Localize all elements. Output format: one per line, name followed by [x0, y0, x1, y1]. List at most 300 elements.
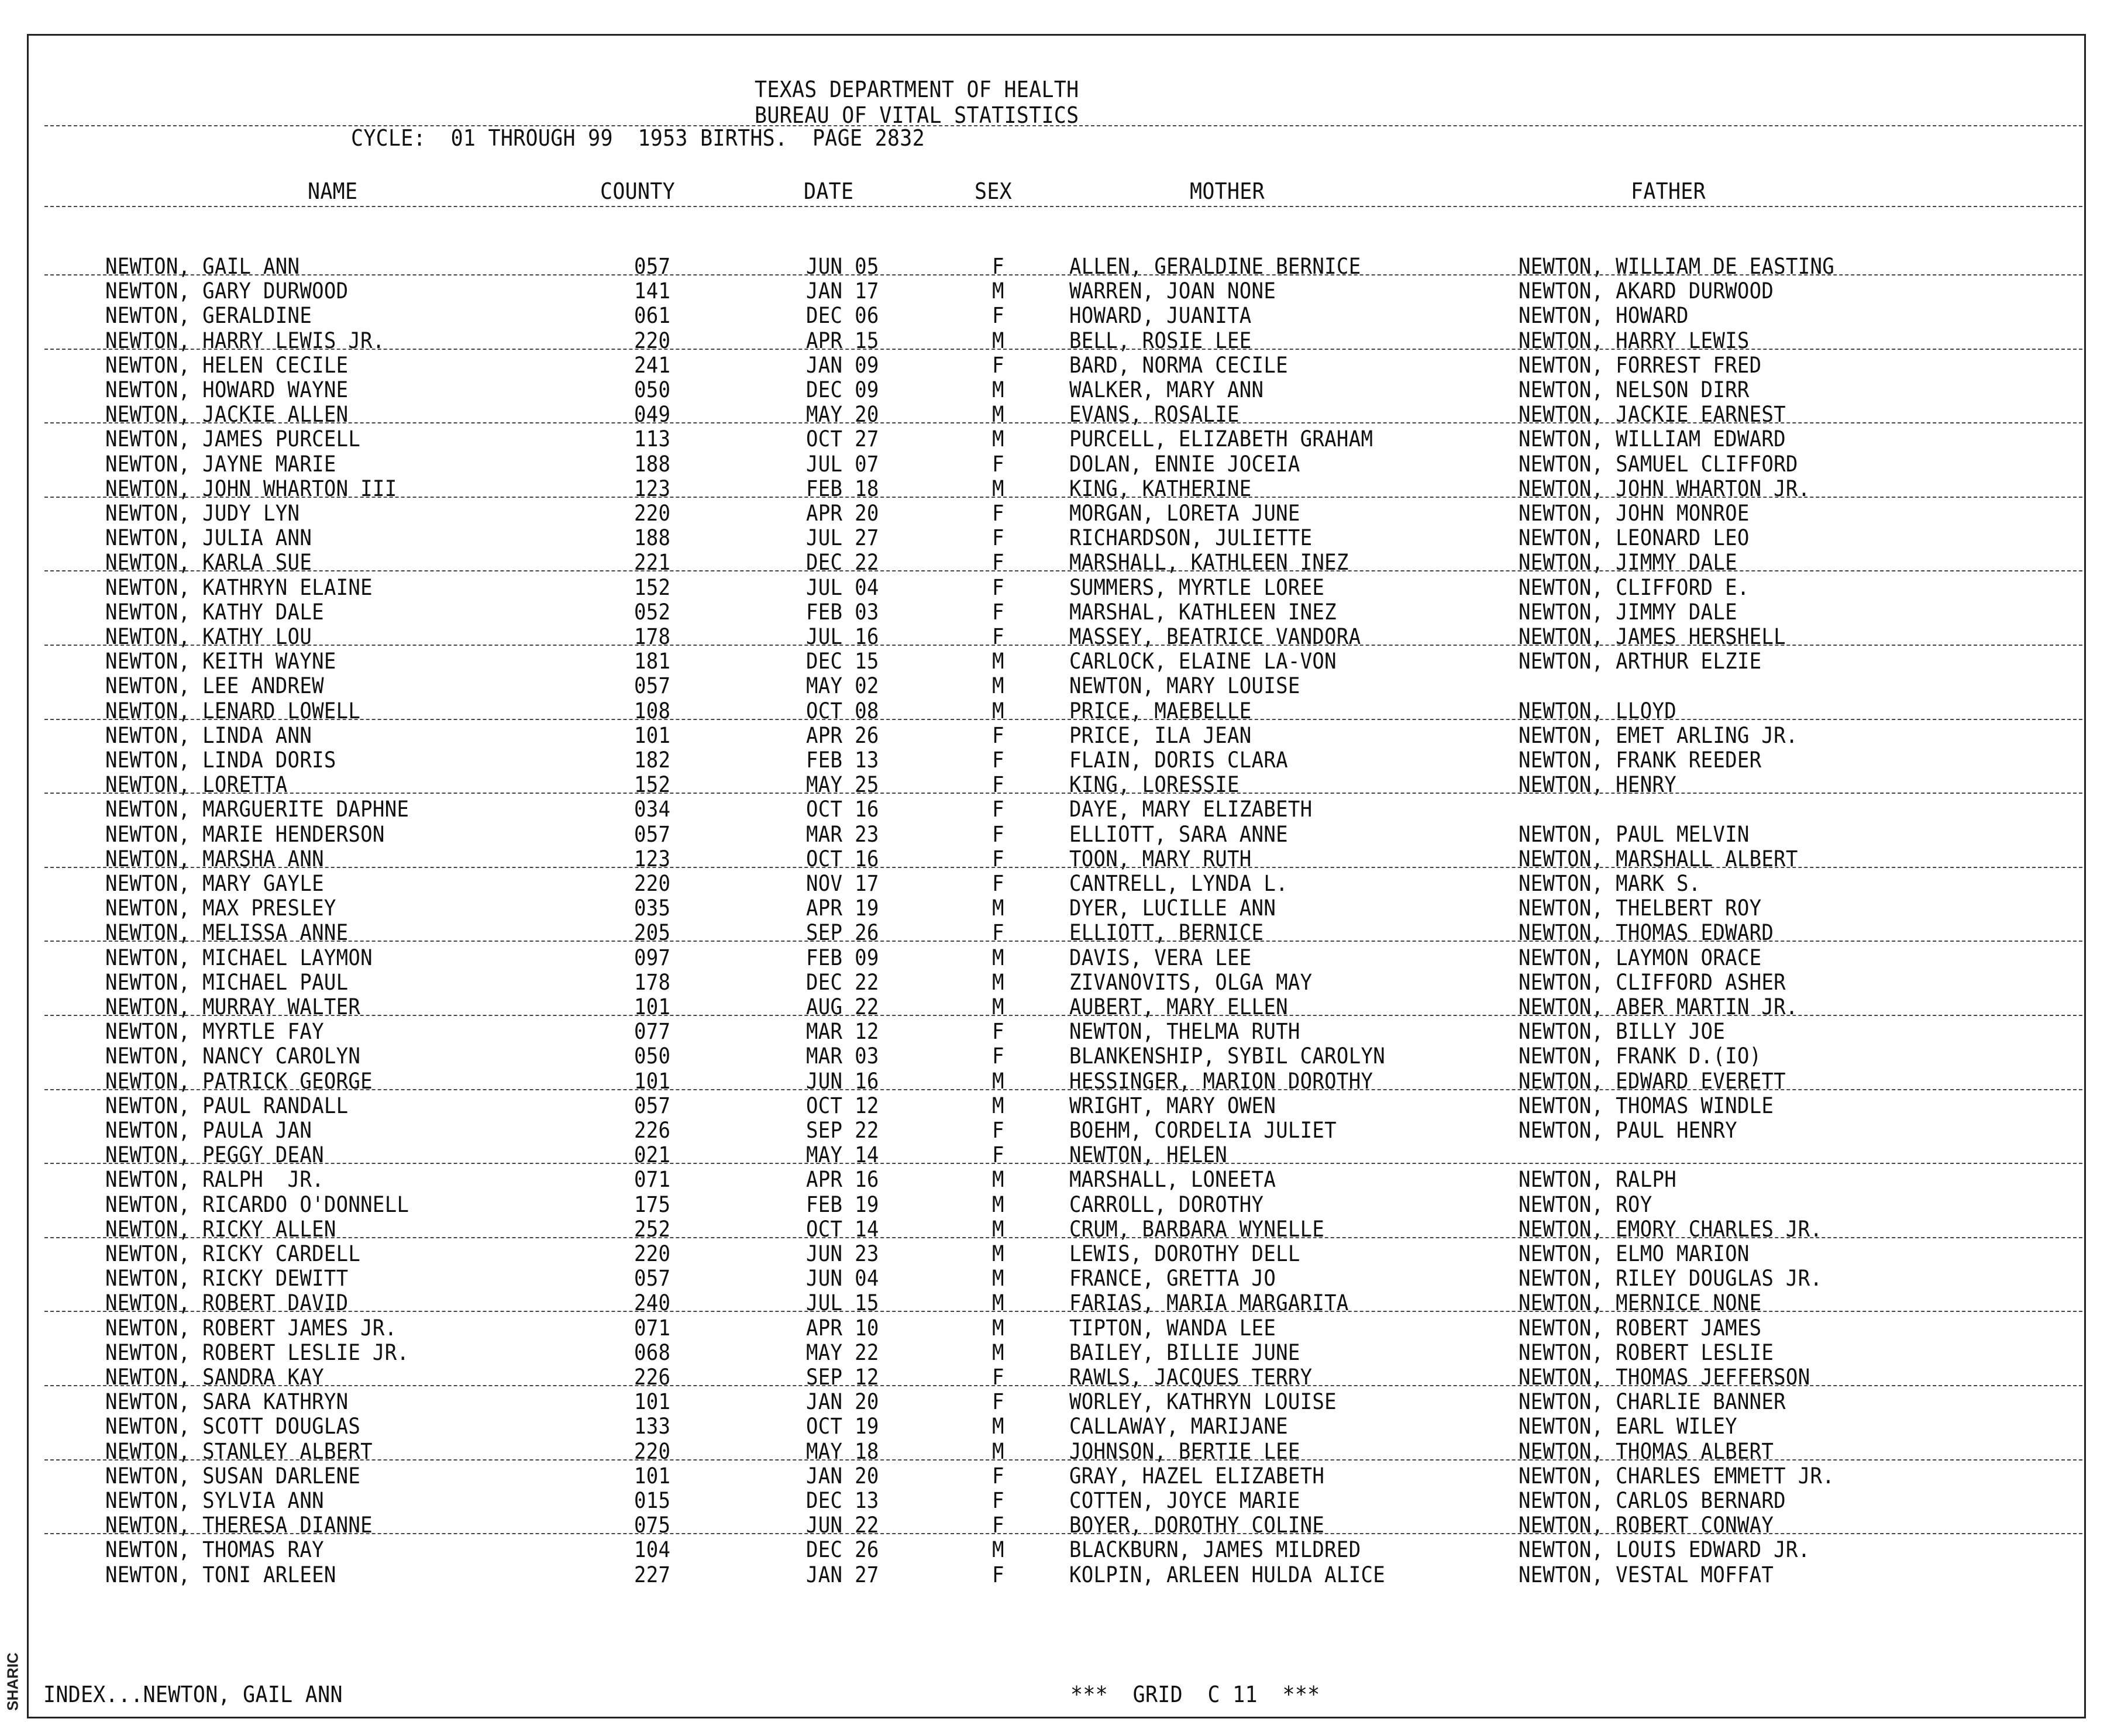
record-date: OCT 16	[806, 797, 879, 822]
record-sex: M	[992, 328, 1004, 353]
record-name: NEWTON, KATHRYN ELAINE	[105, 574, 373, 600]
record-mother: RICHARDSON, JULIETTE	[1069, 525, 1313, 551]
record-county: 057	[634, 821, 671, 847]
record-father: NEWTON, LAYMON ORACE	[1519, 945, 1762, 970]
record-sex: F	[992, 1365, 1004, 1390]
record-father: NEWTON, EDWARD EVERETT	[1519, 1068, 1786, 1094]
record-name: NEWTON, HELEN CECILE	[105, 352, 349, 378]
record-father: NEWTON, HARRY LEWIS	[1519, 328, 1750, 353]
record-mother: AUBERT, MARY ELLEN	[1069, 994, 1288, 1019]
record-sex: M	[992, 895, 1004, 921]
record-sex: M	[992, 1241, 1004, 1266]
record-sex: F	[992, 1463, 1004, 1489]
header-divider	[44, 125, 2082, 126]
record-father: NEWTON, FRANK D.(IO)	[1519, 1043, 1762, 1069]
record-name: NEWTON, LEE ANDREW	[105, 673, 324, 699]
record-date: JAN 17	[806, 278, 879, 304]
record-name: NEWTON, RALPH JR.	[105, 1167, 324, 1193]
record-date: OCT 14	[806, 1216, 879, 1242]
column-header-sex: SEX	[975, 178, 1012, 204]
record-sex: F	[992, 722, 1004, 748]
record-sex: F	[992, 501, 1004, 526]
record-mother: WRIGHT, MARY OWEN	[1069, 1093, 1276, 1118]
record-sex: F	[992, 797, 1004, 822]
record-sex: F	[992, 821, 1004, 847]
record-father: NEWTON, RILEY DOUGLAS JR.	[1519, 1266, 1823, 1291]
record-mother: TIPTON, WANDA LEE	[1069, 1315, 1276, 1341]
record-county: 101	[634, 1068, 671, 1094]
column-header-county: COUNTY	[600, 178, 675, 204]
record-name: NEWTON, MICHAEL PAUL	[105, 969, 349, 995]
record-mother: CANTRELL, LYNDA L.	[1069, 871, 1288, 896]
record-father: NEWTON, AKARD DURWOOD	[1519, 278, 1774, 304]
record-county: 077	[634, 1019, 671, 1045]
record-name: NEWTON, STANLEY ALBERT	[105, 1438, 373, 1464]
record-county: 097	[634, 945, 671, 970]
record-mother: WARREN, JOAN NONE	[1069, 278, 1276, 304]
record-sex: F	[992, 846, 1004, 872]
record-date: JUL 04	[806, 574, 879, 600]
record-name: NEWTON, PEGGY DEAN	[105, 1142, 324, 1168]
record-date: MAR 23	[806, 821, 879, 847]
record-county: 227	[634, 1562, 671, 1587]
record-county: 221	[634, 550, 671, 576]
record-sex: F	[992, 1043, 1004, 1069]
record-date: SEP 22	[806, 1118, 879, 1143]
record-county: 226	[634, 1118, 671, 1143]
record-name: NEWTON, MURRAY WALTER	[105, 994, 361, 1019]
record-sex: F	[992, 1142, 1004, 1168]
record-mother: CRUM, BARBARA WYNELLE	[1069, 1216, 1325, 1242]
record-name: NEWTON, SANDRA KAY	[105, 1365, 324, 1390]
record-sex: M	[992, 649, 1004, 674]
record-father: NEWTON, JAMES HERSHELL	[1519, 624, 1786, 649]
record-mother: DYER, LUCILLE ANN	[1069, 895, 1276, 921]
row-divider	[44, 867, 2082, 868]
record-date: OCT 27	[806, 426, 879, 452]
record-name: NEWTON, JUDY LYN	[105, 501, 300, 526]
record-date: NOV 17	[806, 871, 879, 896]
record-county: 220	[634, 328, 671, 353]
record-father: NEWTON, PAUL MELVIN	[1519, 821, 1750, 847]
record-mother: CALLAWAY, MARIJANE	[1069, 1414, 1288, 1439]
record-mother: NEWTON, MARY LOUISE	[1069, 673, 1300, 699]
record-county: 152	[634, 574, 671, 600]
record-county: 052	[634, 599, 671, 625]
record-mother: SUMMERS, MYRTLE LOREE	[1069, 574, 1325, 600]
record-county: 252	[634, 1216, 671, 1242]
record-father: NEWTON, ARTHUR ELZIE	[1519, 649, 1762, 674]
record-date: MAY 25	[806, 772, 879, 798]
record-date: APR 10	[806, 1315, 879, 1341]
column-header-divider	[44, 206, 2082, 207]
record-county: 050	[634, 1043, 671, 1069]
record-date: FEB 09	[806, 945, 879, 970]
record-father: NEWTON, WILLIAM DE EASTING	[1519, 254, 1835, 279]
record-sex: M	[992, 673, 1004, 699]
record-mother: EVANS, ROSALIE	[1069, 402, 1240, 428]
record-mother: FRANCE, GRETTA JO	[1069, 1266, 1276, 1291]
record-mother: HOWARD, JUANITA	[1069, 303, 1252, 329]
record-county: 226	[634, 1365, 671, 1390]
row-divider	[44, 497, 2082, 498]
record-father: NEWTON, JACKIE EARNEST	[1519, 402, 1786, 428]
record-mother: BOEHM, CORDELIA JULIET	[1069, 1118, 1337, 1143]
record-sex: M	[992, 1339, 1004, 1365]
record-father: NEWTON, BILLY JOE	[1519, 1019, 1726, 1045]
record-sex: F	[992, 303, 1004, 329]
row-divider	[44, 349, 2082, 350]
record-date: JUN 05	[806, 254, 879, 279]
record-mother: NEWTON, HELEN	[1069, 1142, 1228, 1168]
record-father: NEWTON, HENRY	[1519, 772, 1677, 798]
record-father: NEWTON, WILLIAM EDWARD	[1519, 426, 1786, 452]
record-sex: F	[992, 1488, 1004, 1513]
record-sex: M	[992, 1167, 1004, 1193]
record-date: JUN 04	[806, 1266, 879, 1291]
record-name: NEWTON, MAX PRESLEY	[105, 895, 336, 921]
record-name: NEWTON, MICHAEL LAYMON	[105, 945, 373, 970]
record-mother: KING, KATHERINE	[1069, 476, 1252, 501]
record-county: 220	[634, 871, 671, 896]
side-stamp-text: SHARIC	[4, 1652, 22, 1711]
record-name: NEWTON, MARIE HENDERSON	[105, 821, 385, 847]
record-mother: MARSHALL, LONEETA	[1069, 1167, 1276, 1193]
record-date: DEC 13	[806, 1488, 879, 1513]
record-name: NEWTON, MARY GAYLE	[105, 871, 324, 896]
record-father: NEWTON, ROBERT LESLIE	[1519, 1339, 1774, 1365]
record-father: NEWTON, JIMMY DALE	[1519, 550, 1737, 576]
record-date: APR 19	[806, 895, 879, 921]
record-sex: F	[992, 550, 1004, 576]
record-county: 175	[634, 1191, 671, 1217]
record-father: NEWTON, PAUL HENRY	[1519, 1118, 1737, 1143]
record-date: DEC 26	[806, 1537, 879, 1563]
record-mother: PURCELL, ELIZABETH GRAHAM	[1069, 426, 1373, 452]
row-divider	[44, 793, 2082, 794]
record-name: NEWTON, LINDA ANN	[105, 722, 312, 748]
record-county: 057	[634, 673, 671, 699]
record-date: FEB 18	[806, 476, 879, 501]
footer-grid: *** GRID C 11 ***	[1070, 1682, 1320, 1707]
row-divider	[44, 1533, 2082, 1534]
record-mother: DOLAN, ENNIE JOCEIA	[1069, 451, 1300, 477]
header-department: TEXAS DEPARTMENT OF HEALTH	[755, 77, 1079, 102]
record-name: NEWTON, MARGUERITE DAPHNE	[105, 797, 409, 822]
record-name: NEWTON, GAIL ANN	[105, 254, 300, 279]
record-name: NEWTON, NANCY CAROLYN	[105, 1043, 361, 1069]
record-father: NEWTON, HOWARD	[1519, 303, 1689, 329]
record-name: NEWTON, KATHY DALE	[105, 599, 324, 625]
record-sex: M	[992, 377, 1004, 402]
record-mother: NEWTON, THELMA RUTH	[1069, 1019, 1300, 1045]
record-name: NEWTON, ROBERT JAMES JR.	[105, 1315, 397, 1341]
record-father: NEWTON, THOMAS EDWARD	[1519, 920, 1774, 946]
record-name: NEWTON, JULIA ANN	[105, 525, 312, 551]
record-father: NEWTON, CHARLES EMMETT JR.	[1519, 1463, 1835, 1489]
record-county: 035	[634, 895, 671, 921]
record-mother: LEWIS, DOROTHY DELL	[1069, 1241, 1300, 1266]
record-mother: MARSHAL, KATHLEEN INEZ	[1069, 599, 1337, 625]
record-county: 220	[634, 501, 671, 526]
record-date: SEP 26	[806, 920, 879, 946]
record-county: 104	[634, 1537, 671, 1563]
record-name: NEWTON, MELISSA ANNE	[105, 920, 349, 946]
record-date: JAN 20	[806, 1389, 879, 1415]
record-sex: M	[992, 945, 1004, 970]
record-father: NEWTON, ROBERT CONWAY	[1519, 1513, 1774, 1538]
record-date: DEC 22	[806, 550, 879, 576]
record-sex: M	[992, 402, 1004, 428]
record-father: NEWTON, MERNICE NONE	[1519, 1290, 1762, 1316]
record-name: NEWTON, THERESA DIANNE	[105, 1513, 373, 1538]
record-sex: M	[992, 1266, 1004, 1291]
record-name: NEWTON, GERALDINE	[105, 303, 312, 329]
record-date: JUL 27	[806, 525, 879, 551]
column-header-father: FATHER	[1631, 178, 1706, 204]
record-date: MAY 22	[806, 1339, 879, 1365]
record-sex: F	[992, 1562, 1004, 1587]
record-county: 178	[634, 969, 671, 995]
record-date: APR 16	[806, 1167, 879, 1193]
row-divider	[44, 645, 2082, 646]
record-sex: M	[992, 1068, 1004, 1094]
record-date: FEB 13	[806, 748, 879, 773]
record-father: NEWTON, ROBERT JAMES	[1519, 1315, 1762, 1341]
record-father: NEWTON, SAMUEL CLIFFORD	[1519, 451, 1798, 477]
record-name: NEWTON, MARSHA ANN	[105, 846, 324, 872]
record-name: NEWTON, PAULA JAN	[105, 1118, 312, 1143]
record-name: NEWTON, KATHY LOU	[105, 624, 312, 649]
record-sex: M	[992, 1191, 1004, 1217]
record-date: MAY 02	[806, 673, 879, 699]
record-name: NEWTON, LORETTA	[105, 772, 288, 798]
record-sex: M	[992, 476, 1004, 501]
record-father: NEWTON, ABER MARTIN JR.	[1519, 994, 1798, 1019]
record-father: NEWTON, CLIFFORD ASHER	[1519, 969, 1786, 995]
row-divider	[44, 1015, 2082, 1016]
record-name: NEWTON, TONI ARLEEN	[105, 1562, 336, 1587]
record-name: NEWTON, PATRICK GEORGE	[105, 1068, 373, 1094]
record-date: JAN 27	[806, 1562, 879, 1587]
record-name: NEWTON, THOMAS RAY	[105, 1537, 324, 1563]
record-county: 071	[634, 1315, 671, 1341]
record-date: APR 20	[806, 501, 879, 526]
record-father: NEWTON, LOUIS EDWARD JR.	[1519, 1537, 1810, 1563]
row-divider	[44, 1311, 2082, 1312]
record-county: 108	[634, 698, 671, 724]
record-sex: M	[992, 426, 1004, 452]
row-divider	[44, 570, 2082, 571]
record-name: NEWTON, SUSAN DARLENE	[105, 1463, 361, 1489]
record-sex: F	[992, 1513, 1004, 1538]
record-date: JUL 15	[806, 1290, 879, 1316]
record-father: NEWTON, MARSHALL ALBERT	[1519, 846, 1798, 872]
record-mother: MARSHALL, KATHLEEN INEZ	[1069, 550, 1349, 576]
record-county: 057	[634, 254, 671, 279]
record-date: APR 15	[806, 328, 879, 353]
record-date: AUG 22	[806, 994, 879, 1019]
record-date: JUL 16	[806, 624, 879, 649]
record-county: 152	[634, 772, 671, 798]
record-sex: F	[992, 451, 1004, 477]
record-county: 240	[634, 1290, 671, 1316]
record-county: 205	[634, 920, 671, 946]
record-date: DEC 22	[806, 969, 879, 995]
header-bureau: BUREAU OF VITAL STATISTICS	[755, 102, 1079, 128]
record-name: NEWTON, HOWARD WAYNE	[105, 377, 349, 402]
record-county: 050	[634, 377, 671, 402]
record-sex: F	[992, 624, 1004, 649]
record-mother: MORGAN, LORETA JUNE	[1069, 501, 1300, 526]
record-sex: M	[992, 1315, 1004, 1341]
record-name: NEWTON, RICKY ALLEN	[105, 1216, 336, 1242]
record-sex: F	[992, 574, 1004, 600]
record-sex: F	[992, 772, 1004, 798]
record-father: NEWTON, EMET ARLING JR.	[1519, 722, 1798, 748]
record-father: NEWTON, CHARLIE BANNER	[1519, 1389, 1786, 1415]
record-mother: COTTEN, JOYCE MARIE	[1069, 1488, 1300, 1513]
record-county: 101	[634, 722, 671, 748]
record-mother: BELL, ROSIE LEE	[1069, 328, 1252, 353]
record-mother: TOON, MARY RUTH	[1069, 846, 1252, 872]
record-county: 057	[634, 1266, 671, 1291]
record-mother: WORLEY, KATHRYN LOUISE	[1069, 1389, 1337, 1415]
record-father: NEWTON, FORREST FRED	[1519, 352, 1762, 378]
record-date: MAY 14	[806, 1142, 879, 1168]
record-date: MAR 12	[806, 1019, 879, 1045]
record-mother: ALLEN, GERALDINE BERNICE	[1069, 254, 1361, 279]
record-father: NEWTON, LLOYD	[1519, 698, 1677, 724]
record-mother: BLANKENSHIP, SYBIL CAROLYN	[1069, 1043, 1386, 1069]
record-county: 188	[634, 451, 671, 477]
record-name: NEWTON, JAYNE MARIE	[105, 451, 336, 477]
record-name: NEWTON, PAUL RANDALL	[105, 1093, 349, 1118]
record-sex: M	[992, 1093, 1004, 1118]
record-date: MAY 20	[806, 402, 879, 428]
record-date: OCT 19	[806, 1414, 879, 1439]
record-county: 068	[634, 1339, 671, 1365]
record-county: 220	[634, 1438, 671, 1464]
record-mother: PRICE, ILA JEAN	[1069, 722, 1252, 748]
record-county: 182	[634, 748, 671, 773]
record-county: 178	[634, 624, 671, 649]
record-sex: M	[992, 969, 1004, 995]
row-divider	[44, 274, 2082, 275]
record-mother: ELLIOTT, BERNICE	[1069, 920, 1264, 946]
record-county: 021	[634, 1142, 671, 1168]
record-date: DEC 09	[806, 377, 879, 402]
record-name: NEWTON, RICARDO O'DONNELL	[105, 1191, 409, 1217]
record-father: NEWTON, THOMAS JEFFERSON	[1519, 1365, 1810, 1390]
record-county: 123	[634, 846, 671, 872]
record-county: 188	[634, 525, 671, 551]
record-date: FEB 19	[806, 1191, 879, 1217]
record-father: NEWTON, JOHN MONROE	[1519, 501, 1750, 526]
record-sex: F	[992, 1019, 1004, 1045]
record-mother: GRAY, HAZEL ELIZABETH	[1069, 1463, 1325, 1489]
record-father: NEWTON, RALPH	[1519, 1167, 1677, 1193]
record-name: NEWTON, SYLVIA ANN	[105, 1488, 324, 1513]
record-name: NEWTON, ROBERT LESLIE JR.	[105, 1339, 409, 1365]
record-mother: ZIVANOVITS, OLGA MAY	[1069, 969, 1313, 995]
record-date: FEB 03	[806, 599, 879, 625]
record-name: NEWTON, RICKY CARDELL	[105, 1241, 361, 1266]
record-sex: F	[992, 1389, 1004, 1415]
record-sex: F	[992, 352, 1004, 378]
record-date: MAR 03	[806, 1043, 879, 1069]
record-father: NEWTON, FRANK REEDER	[1519, 748, 1762, 773]
record-sex: F	[992, 1118, 1004, 1143]
row-divider	[44, 422, 2082, 423]
record-name: NEWTON, KARLA SUE	[105, 550, 312, 576]
record-mother: BOYER, DOROTHY COLINE	[1069, 1513, 1325, 1538]
record-mother: DAYE, MARY ELIZABETH	[1069, 797, 1313, 822]
record-sex: M	[992, 698, 1004, 724]
record-mother: DAVIS, VERA LEE	[1069, 945, 1252, 970]
record-date: JUL 07	[806, 451, 879, 477]
record-date: APR 26	[806, 722, 879, 748]
record-county: 101	[634, 1463, 671, 1489]
record-county: 049	[634, 402, 671, 428]
record-date: JUN 23	[806, 1241, 879, 1266]
record-mother: FARIAS, MARIA MARGARITA	[1069, 1290, 1349, 1316]
record-sex: M	[992, 278, 1004, 304]
record-mother: KING, LORESSIE	[1069, 772, 1240, 798]
record-date: DEC 15	[806, 649, 879, 674]
column-header-date: DATE	[804, 178, 854, 204]
row-divider	[44, 1385, 2082, 1386]
record-mother: MASSEY, BEATRICE VANDORA	[1069, 624, 1361, 649]
record-county: 057	[634, 1093, 671, 1118]
row-divider	[44, 719, 2082, 720]
record-date: OCT 16	[806, 846, 879, 872]
record-county: 015	[634, 1488, 671, 1513]
row-divider	[44, 1163, 2082, 1164]
record-father: NEWTON, THOMAS WINDLE	[1519, 1093, 1774, 1118]
row-divider	[44, 1237, 2082, 1238]
record-county: 133	[634, 1414, 671, 1439]
record-mother: JOHNSON, BERTIE LEE	[1069, 1438, 1300, 1464]
record-name: NEWTON, GARY DURWOOD	[105, 278, 349, 304]
record-mother: HESSINGER, MARION DOROTHY	[1069, 1068, 1373, 1094]
footer-index: INDEX...NEWTON, GAIL ANN	[43, 1682, 343, 1707]
record-sex: F	[992, 920, 1004, 946]
record-county: 101	[634, 994, 671, 1019]
record-county: 034	[634, 797, 671, 822]
record-name: NEWTON, LENARD LOWELL	[105, 698, 361, 724]
record-sex: M	[992, 1290, 1004, 1316]
record-mother: CARROLL, DOROTHY	[1069, 1191, 1264, 1217]
row-divider	[44, 1089, 2082, 1090]
record-date: JUN 16	[806, 1068, 879, 1094]
record-father: NEWTON, VESTAL MOFFAT	[1519, 1562, 1774, 1587]
record-father: NEWTON, ELMO MARION	[1519, 1241, 1750, 1266]
record-name: NEWTON, RICKY DEWITT	[105, 1266, 349, 1291]
record-father: NEWTON, ROY	[1519, 1191, 1652, 1217]
record-father: NEWTON, THOMAS ALBERT	[1519, 1438, 1774, 1464]
record-date: OCT 08	[806, 698, 879, 724]
record-mother: ELLIOTT, SARA ANNE	[1069, 821, 1288, 847]
record-county: 061	[634, 303, 671, 329]
record-mother: PRICE, MAEBELLE	[1069, 698, 1252, 724]
record-sex: M	[992, 1537, 1004, 1563]
record-mother: BAILEY, BILLIE JUNE	[1069, 1339, 1300, 1365]
record-date: MAY 18	[806, 1438, 879, 1464]
record-name: NEWTON, SCOTT DOUGLAS	[105, 1414, 361, 1439]
record-county: 220	[634, 1241, 671, 1266]
record-county: 101	[634, 1389, 671, 1415]
